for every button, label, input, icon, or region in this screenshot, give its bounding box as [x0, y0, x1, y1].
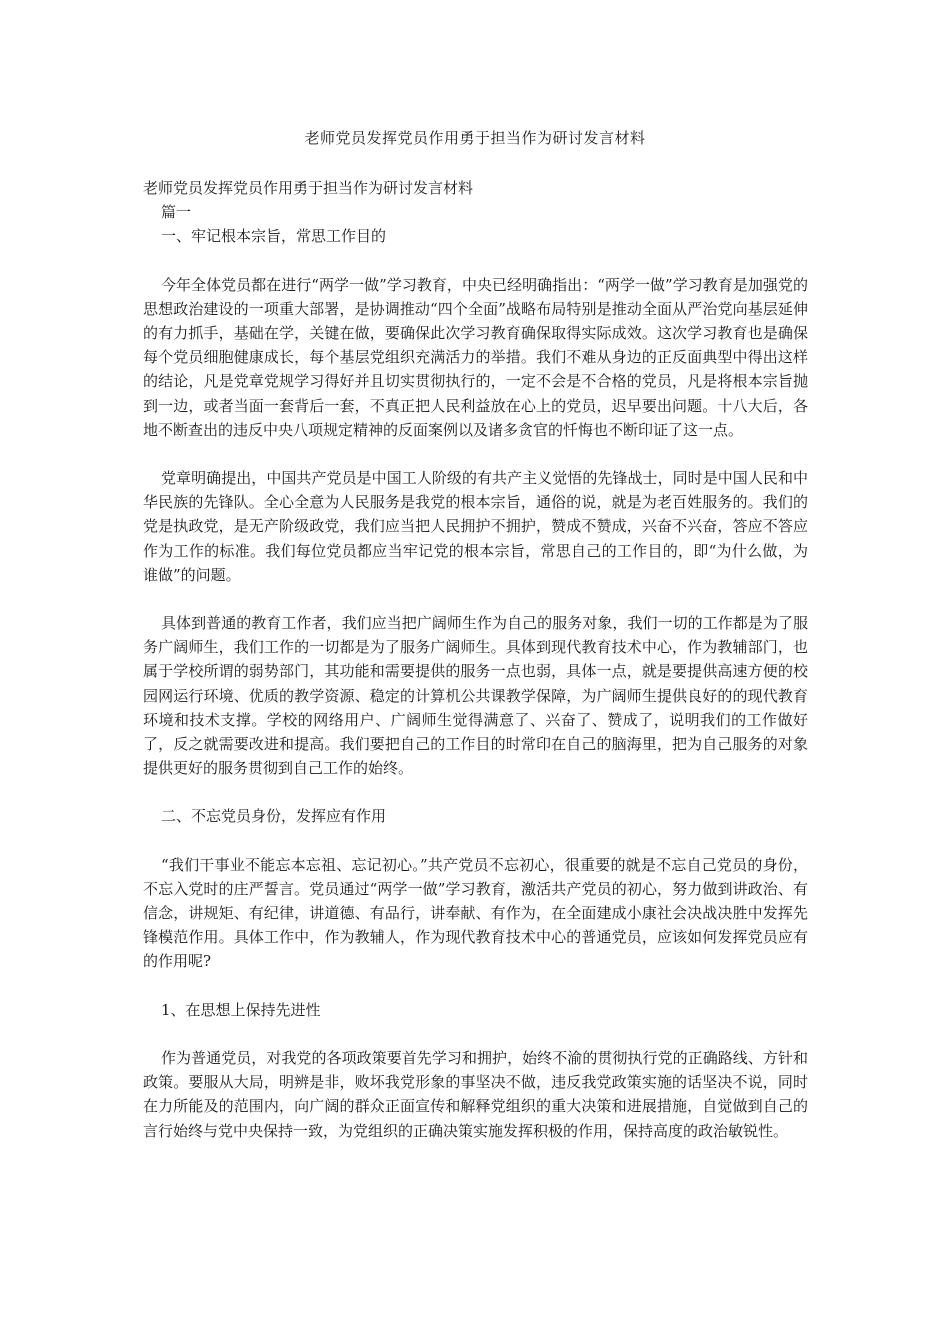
heading-2: 二、不忘党员身份，发挥应有作用 [161, 807, 387, 826]
paragraph-1: 今年全体党员都在进行“两学一做”学习教育，中央已经明确指出：“两学一做”学习教育是加强党的思想政治建设的一项重大部署，是协调推动“四个全面”战略布局特别是推动全面从严治党向基层延伸的有力抓手，基础在学，关键在做，要确保此次学习教育确保取得实际成效。这次学习教育也是确保每个党员细胞健康成长，每个基层党组织充满活力的举措。我们不难从身边的正反面典型中得出这样的结论，凡是党章党规学习得好并且切实贯彻执行的，一定不会是不合格的党员，凡是将根本宗旨抛到一边，或者当面一套背后一套，不真正把人民利益放在心上的党员，迟早要出问题。十八大后，各地不断查出的违反中央八项规定精神的反面案例以及诸多贪官的忏悔也不断印证了这一点。 [143, 275, 808, 439]
paragraph-2: 党章明确提出，中国共产党员是中国工人阶级的有共产主义觉悟的先锋战士，同时是中国人民和中华民族的先锋队。全心全意为人民服务是我党的根本宗旨，通俗的说，就是为老百姓服务的。我们的党是执政党，是无产阶级政党，我们应当把人民拥护不拥护，赞成不赞成，兴奋不兴奋，答应不答应作为工作的标准。我们每位党员都应当牢记党的根本宗旨，常思自己的工作目的，即“为什么做，为谁做”的问题。 [143, 469, 808, 584]
paragraph-4: “我们干事业不能忘本忘祖、忘记初心。”共产党员不忘初心，很重要的就是不忘自己党员的身份，不忘入党时的庄严誓言。党员通过“两学一做”学习教育，激活共产党员的初心，努力做到讲政治、有信念，讲规矩、有纪律，讲道德、有品行，讲奉献、有作为，在全面建成小康社会决战决胜中发挥先锋模范作用。具体工作中，作为教辅人，作为现代教育技术中心的普通党员，应该如何发挥党员应有的作用呢? [143, 855, 808, 971]
spacer [143, 974, 808, 998]
document-body [143, 176, 808, 1143]
paragraph-3: 具体到普通的教育工作者，我们应当把广阔师生作为自己的服务对象，我们一切的工作都是为了服务广阔师生，我们工作的一切都是为了服务广阔师生。具体到现代教育技术中心，作为教辅部门，也属于学校所谓的弱势部门，其功能和需要提供的服务一点也弱，具体一点，就是要提供高速方便的校园网运行环境、优质的教学资源、稳定的计算机公共课教学保障，为广阔师生提供良好的的现代教育环境和技术支撑。学校的网络用户、广阔师生觉得满意了、兴奋了、赞成了，说明我们的工作做好了，反之就需要改进和提高。我们要把自己的工作目的时常印在自己的脑海里，把为自己服务的对象提供更好的服务贯彻到自己工作的始终。 [143, 614, 808, 778]
document-subtitle: 老师党员发挥党员作用勇于担当作为研讨发言材料 [143, 179, 474, 197]
spacer [143, 780, 808, 804]
spacer [143, 1022, 808, 1046]
section-label: 篇一 [161, 203, 192, 222]
spacer [143, 829, 808, 853]
heading-3: 1、在思想上保持先进性 [161, 1000, 321, 1019]
spacer [143, 587, 808, 611]
spacer [143, 442, 808, 466]
spacer [143, 249, 808, 273]
document-title: 老师党员发挥党员作用勇于担当作为研讨发言材料 [304, 129, 646, 147]
heading-1: 一、牢记根本宗旨，常思工作目的 [161, 227, 387, 246]
paragraph-5: 作为普通党员，对我党的各项政策要首先学习和拥护，始终不渝的贯彻执行党的正确路线、方针和政策。要服从大局，明辨是非，败坏我党形象的事坚决不做，违反我党政策实施的话坚决不说，同时在力所能及的范围内，向广阔的群众正面宣传和解释党组织的重大决策和进展措施，自觉做到自己的言行始终与党中央保持一致，为党组织的正确决策实施发挥积极的作用，保持高度的政治敏锐性。 [143, 1048, 808, 1140]
